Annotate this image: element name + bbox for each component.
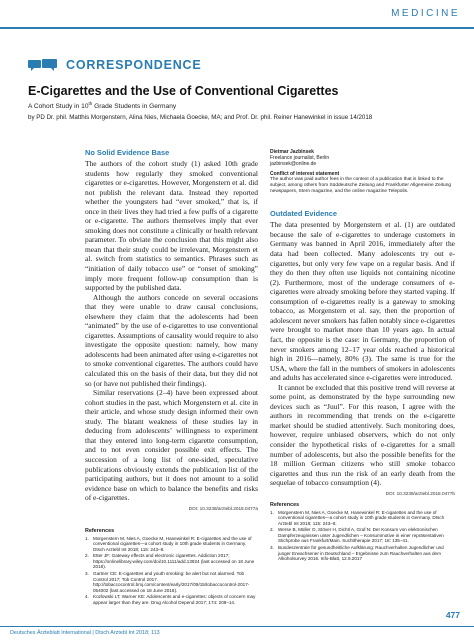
reference-item: 3. Bundeszentrale für gesundheitliche Aufklärung: Rauchverhalten Jugendlicher und junger Erwachsener in Deutschland – Ergebnisse zum Rauchverhalten aus dem Alkoholsurvey 2016. Info-Blatt, 12.9.2017: [270, 544, 444, 562]
letter2-doi: DOI: 10.3238/arztebl.2018.0477b: [385, 490, 455, 496]
letter2-references-heading: References: [270, 501, 300, 508]
header-rule: [0, 27, 474, 29]
author-name: Dietmar Jazbinsek: [270, 149, 314, 155]
category-heading: [28, 57, 202, 73]
conflict-text: The author was paid author fees in the context of a publication that is linked to the subject, among others from Süddeutsche Zeitung and Frankfurter Allgemeine Zeitung newspapers, Stern magazine, and the online magazine Telepolis.: [270, 177, 452, 194]
letter2-paragraph: The data presented by Morgenstern et al. (1) are outdated because the sale of e-cigarettes to underage customers in Germany was banned in April 2016, immediately after the data had been collected. Many adolescents try out e-cigarettes, but only very few vape on a regular basis. And if they do then they often use liquids not containing nicotine (2). Furthermore, most of the underage consumers of e-cigarettes were already smoking before they started vaping. If consumption of e-cigarettes really is a gateway to smoking tobacco, as Morgenstern et al. say, then the proportion of adolescent never smokers has fallen notably since e-cigarettes were brought to market more than 10 years ago. In actual fact, the opposite is the case: in Germany, the proportion of never smokers among 12–17 year olds reached a historical high in 2016—namely, 80% (3). The same is true for the USA, where the fall in the numbers of smokers in adolescents and adults has accelerated since e-cigarettes were introduced.: [270, 220, 455, 383]
letter1-paragraph: Similar reservations (2–4) have been expressed about cohort studies in the past, which Morgenstern et al. cite in their article, and whose study design informed their own study. The blatant weakness of these studies lay in deducing from adolescents’ willingness to experiment that they entered into long-term cigarette consumption, and to not even consider possible exit effects. The succession of a long list of one-sided, speculative publications obviously extends the publication list of the participating authors, but it does not amount to a solid evidence base on which to balance the benefits and risks of e-cigarettes.: [85, 388, 258, 503]
author-email[interactable]: jazbinsek@online.de: [270, 161, 317, 167]
article-subtitle: A Cohort Study in 10th Grade Students in Germany: [28, 101, 177, 111]
article-title: E-Cigarettes and the Use of Conventional Cigarettes: [28, 84, 339, 98]
letter1-references-heading: References: [85, 527, 115, 534]
right-column: [270, 149, 455, 563]
letter2-body: [270, 220, 455, 487]
reference-item: 1. Morgenstern M, Nies A, Goecke M, Hanewinkel R: E-cigarettes and the use of conventional cigarettes—a cohort study in 10th grade students in Germany. Dtsch Arztebl Int 2018; 115: 243–8.: [85, 535, 252, 552]
page-number: 477: [445, 610, 460, 620]
conflict-heading: Conflict of interest statement: [270, 171, 340, 177]
reference-item: 2. Etter JF: Gateway effects and electronic cigarettes. Addiction 2017; https://onlinelibrary.wiley.com/doi/10.1111/add.13924 (last accessed on 18 June 2018).: [85, 553, 255, 570]
author-affiliation: [270, 149, 455, 167]
letter2-paragraph: It cannot be excluded that this positive trend will reverse at some point, as demonstrated by the hype surrounding new devices such as “Juul”. For this reason, I agree with the authors in recommending that trends on the e-cigarette market should be studied attentively. Such monitoring does, however, require unbiased observers, which do not only consider the hypothetical risks of e-cigarettes for a small number of adolescents, but also the possible benefits for the 18 million German citizens who still smoke tobacco cigarettes and thus run the risk of an early death from the sequelae of tobacco consumption (4).: [270, 382, 455, 488]
footer-rule: [0, 626, 474, 627]
reference-item: 4. Kozlowski LT, Warner KE: Adolescents and e-cigarettes: objects of concern may appear larger than they are. Drug Alcohol Depend 2017; 174: 209–14.: [85, 594, 256, 605]
letter2-references: [270, 510, 455, 562]
letter1-doi: DOI: 10.3238/arztebl.2018.0477a: [188, 505, 258, 511]
footer-citation: Deutsches Ärzteblatt International | Dtsch Arztebl Int 2018; 113: [10, 630, 160, 636]
reference-item: 3. Gartner CE: E-cigarettes and youth smoking: be alert but not alarmed. Tob Control 2017; Tob Control 2017. http://tobaccocontrol.bmj.com/content/early/2017/09/15/tobaccocontrol-2017-054002 (last accessed on 18 June 2018).: [85, 570, 250, 593]
letter1-paragraph: The authors of the cohort study (1) asked 10th grade students how regularly they smoked conventional cigarettes or e-cigarettes. However, Morgenstern et al. did not publish the relevant data. Instead they reported whether the youngsters had “ever smoked,” that is, if once in their lives they had tried a few puffs of a cigarette or e-cigarette. The authors themselves imply that ever smoking does not constitute a clinically or health relevant parameter. To obviate the conclusion that this might also mean that their study could be irrelevant, Morgenstern et al. switch from statistics to semantics. Phrases such as “initiation of daily tobacco use” or “onset of smoking” imply more frequent follow-up consumption than is supported by the published data.: [85, 159, 258, 293]
letter1-references: [85, 536, 258, 606]
letter2-heading: Outdated Evidence: [270, 209, 337, 219]
left-column: [85, 148, 258, 606]
category-label: CORRESPONDENCE: [66, 58, 202, 72]
letter1-paragraph: Although the authors concede on several occasions that they were unable to draw causal conclusions, elsewhere they claim that the adolescents had been “animated” by the use of e-cigarettes to use conventional cigarettes. Assumptions of causality would require to also investigate the opposite question: namely, how many adolescents had been animated after using e-cigarettes not to smoke conventional cigarettes. The authors could have calculated this on the basis of their data, but they did not so (or have not published their findings).: [85, 292, 258, 388]
page-header: [0, 0, 474, 34]
letter1-body: [85, 159, 258, 503]
author-role: Freelance journalist, Berlin: [270, 155, 330, 161]
letter1-heading: No Solid Evidence Base: [85, 148, 170, 157]
speech-bubbles-icon: [28, 58, 58, 72]
section-label: MEDICINE: [391, 8, 460, 19]
reference-item: 2. Werse B, Müller O, Stöver H, Dichtl A, Graf N: Der Konsum von elektronischen Dampferzeugnissen unter Jugendlichen – Konsummotive in einer repräsentativen Stichprobe aus Frankfurt/Main. Suchttherapie 2017; 18: 135–41.: [270, 527, 444, 544]
reference-item: 1. Morgenstern M, Nies A, Goecke M, Hanewinkel R: E-cigarettes and the use of conventional cigarettes—a cohort study in 10th grade students in Germany. Dtsch Arztebl Int 2018; 115: 243–8.: [270, 509, 445, 526]
article-authors: by PD Dr. phil. Matthis Morgenstern, Alina Nies, Michaela Goecke, MA; and Prof. Dr. phil. Reiner Hanewinkel in issue 14/2018: [28, 114, 373, 121]
